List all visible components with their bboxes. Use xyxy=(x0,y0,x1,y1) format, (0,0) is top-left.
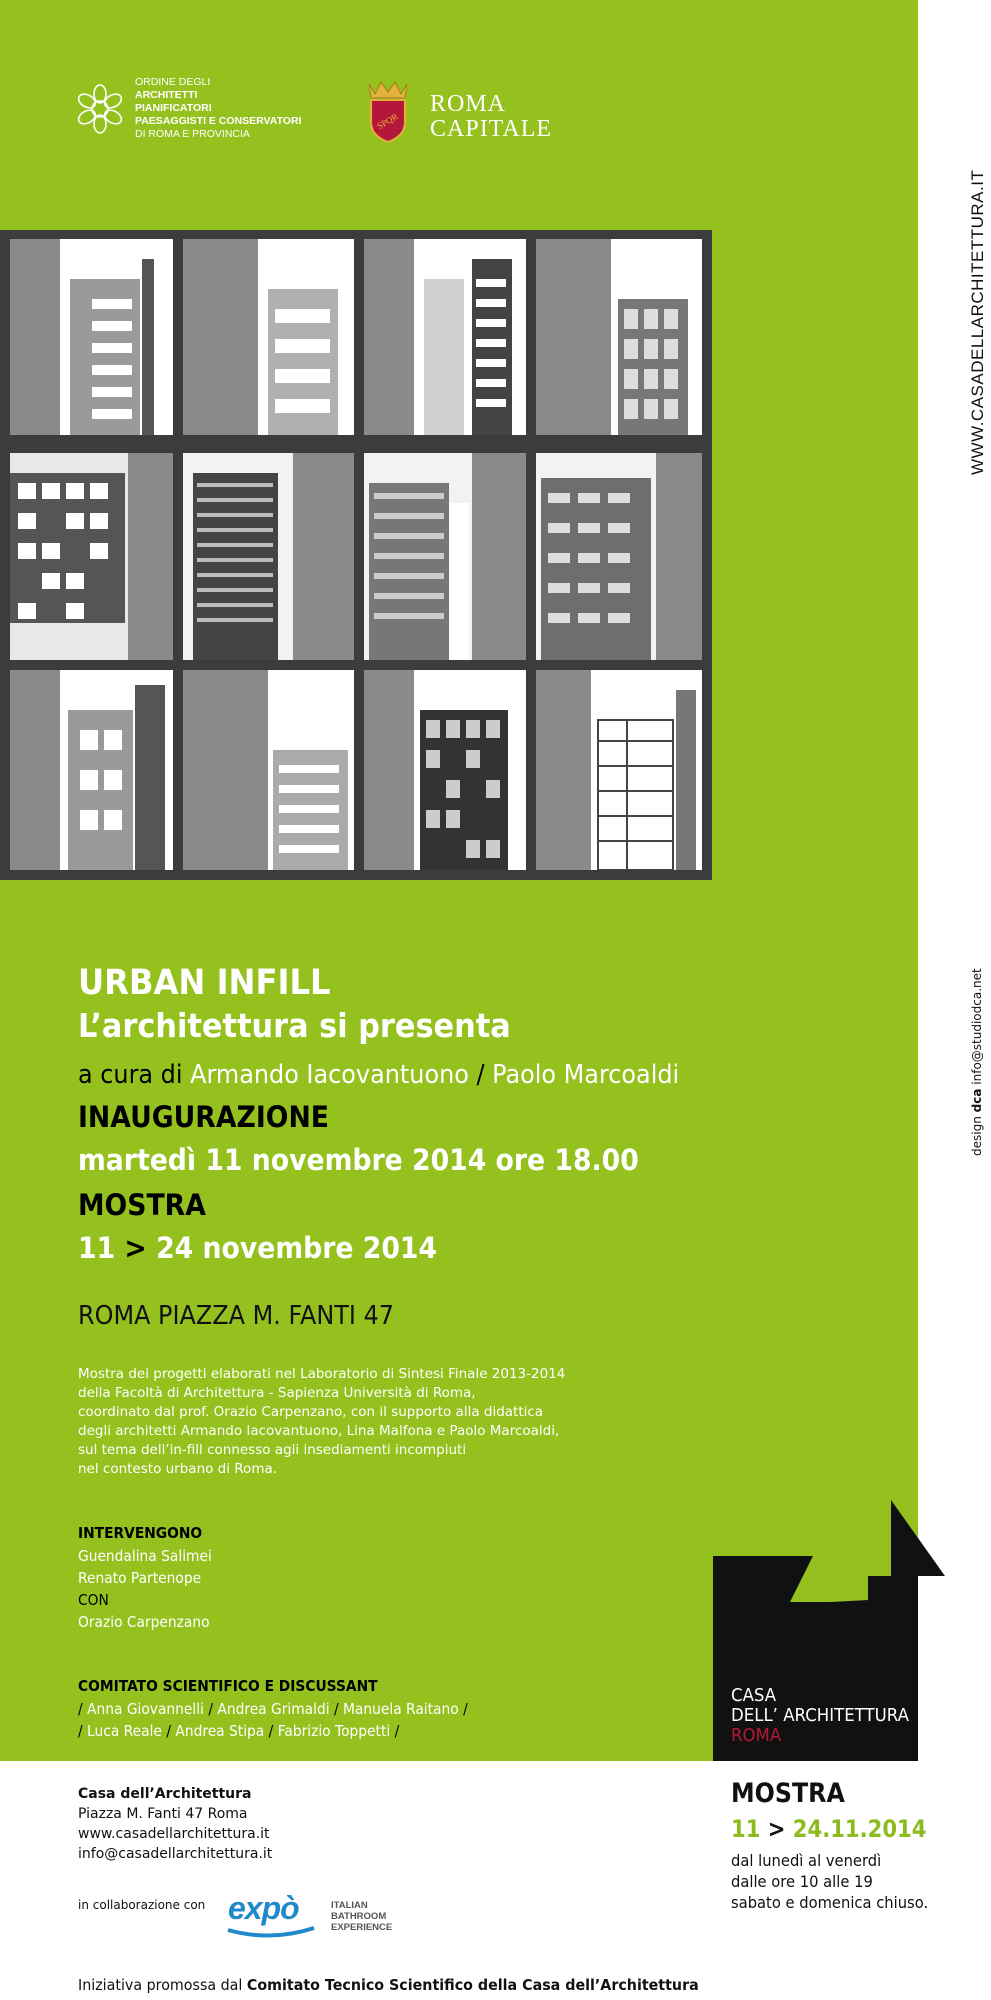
casa-a-logo-icon xyxy=(713,1500,945,1660)
curators-line xyxy=(78,1060,679,1090)
building-image xyxy=(10,670,173,870)
oappc-logo-text: ORDINE DEGLI ARCHITETTI PIANIFICATORI PAESAGGISTI E CONSERVATORI DI ROMA E PROVINCIA xyxy=(135,76,302,140)
exhibition-description: Mostra dei progetti elaborati nel Laboratorio di Sintesi Finale 2013-2014 della Facoltà di Architettura - Sapienza Università di Roma, coordinato dal prof. Orazio Carpenzano, con il supporto alla didattica degli architetti Armando Iacovantuono, Lina Malfona e Paolo Marcoaldi, sul tema dell’in-fill connesso agli insediamenti incompiuti nel contesto urbano di Roma. xyxy=(78,1366,566,1477)
exhibition-title: URBAN INFILL xyxy=(78,963,331,1003)
venue-website-link[interactable]: www.casadellarchitettura.it xyxy=(78,1826,270,1842)
building-elevations-grid xyxy=(0,230,712,880)
inauguration-label: INAUGURAZIONE xyxy=(78,1100,330,1134)
building-image xyxy=(536,453,702,660)
roma-capitale-text: ROMA CAPITALE xyxy=(430,91,553,142)
venue-email-link[interactable]: info@casadellarchitettura.it xyxy=(78,1846,273,1862)
mostra-box-dates: 11 > 24.11.2014 xyxy=(731,1815,927,1843)
expo-logo: expò xyxy=(228,1890,299,1926)
building-image xyxy=(364,239,526,435)
expo-tagline: ITALIAN BATHROOM EXPERIENCE xyxy=(331,1900,393,1933)
slash-separator: / xyxy=(476,1060,485,1090)
committee-list: / Anna Giovannelli / Andrea Grimaldi / Manuela Raitano / / Luca Reale / Andrea Stipa / Fabrizio Toppetti / xyxy=(78,1700,468,1740)
curator-name: Paolo Marcoaldi xyxy=(492,1060,680,1090)
committee-label: COMITATO SCIENTIFICO E DISCUSSANT xyxy=(78,1677,378,1695)
building-image xyxy=(536,670,702,870)
building-image xyxy=(183,453,354,660)
oappc-flower-logo xyxy=(76,80,124,138)
building-image xyxy=(364,453,526,660)
venue-address: Casa dell’Architettura Piazza M. Fanti 47 Roma www.casadellarchitettura.it info@casadellarchitettura.it xyxy=(78,1786,273,1862)
building-image xyxy=(10,453,173,660)
exhibition-label: MOSTRA xyxy=(78,1188,206,1222)
building-image xyxy=(183,670,354,870)
inauguration-date: martedì 11 novembre 2014 ore 18.00 xyxy=(78,1143,639,1177)
curator-name: Armando Iacovantuono xyxy=(190,1060,469,1090)
website-vertical-text[interactable]: WWW.CASADELLARCHITETTURA.IT xyxy=(968,169,987,475)
exhibition-place: ROMA PIAZZA M. FANTI 47 xyxy=(78,1301,395,1331)
building-image xyxy=(183,239,354,435)
expo-swoosh-icon xyxy=(226,1926,316,1940)
mostra-box-title: MOSTRA xyxy=(731,1778,845,1809)
shield-spqr-text: SPQR xyxy=(375,111,400,132)
collaboration-label: in collaborazione con xyxy=(78,1898,206,1912)
speakers-list: Guendalina Salimei Renato Partenope CON Orazio Carpenzano xyxy=(78,1547,212,1631)
mostra-opening-hours: dal lunedì al venerdì dalle ore 10 alle 19 sabato e domenica chiuso. xyxy=(731,1851,929,1912)
building-image xyxy=(536,239,702,435)
design-credit-vertical: design dca info@studiodca.net xyxy=(970,968,984,1156)
exhibition-subtitle: L’architettura si presenta xyxy=(78,1006,511,1045)
footer-promoter: Iniziativa promossa dal Comitato Tecnico Scientifico della Casa dell’Architettura xyxy=(78,1976,699,1994)
curated-prefix: a cura di xyxy=(78,1060,183,1090)
building-image xyxy=(364,670,526,870)
building-image xyxy=(10,239,173,435)
casa-architettura-text: CASA DELL’ ARCHITETTURA ROMA xyxy=(731,1685,909,1746)
roma-shield-icon xyxy=(363,78,413,144)
exhibition-dates: 11 > 24 novembre 2014 xyxy=(78,1231,438,1265)
speakers-label: INTERVENGONO xyxy=(78,1524,203,1542)
